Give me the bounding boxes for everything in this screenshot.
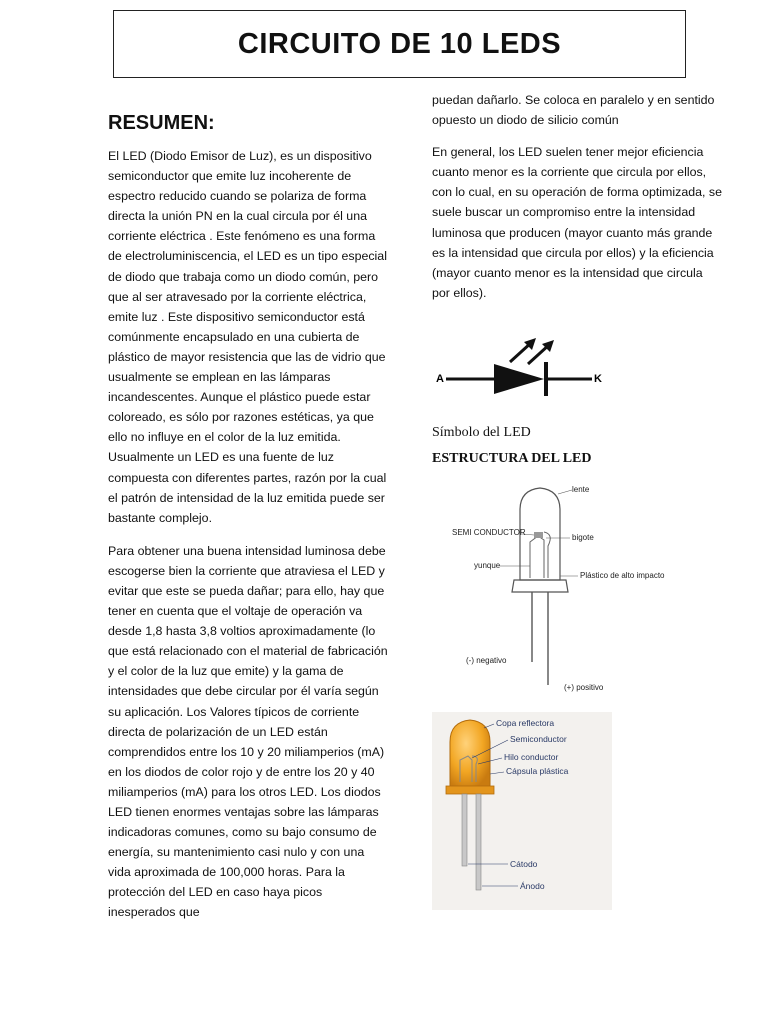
section-heading-resumen: RESUMEN: bbox=[108, 112, 215, 134]
label-positivo: (+) positivo bbox=[564, 683, 604, 692]
page-title: CIRCUITO DE 10 LEDS bbox=[237, 27, 562, 60]
anode-label: A bbox=[436, 373, 444, 385]
right-column bbox=[432, 90, 722, 315]
label-semiconductor-2: Semiconductor bbox=[510, 734, 567, 744]
label-bigote: bigote bbox=[572, 533, 594, 542]
left-column bbox=[108, 146, 390, 936]
title-box bbox=[113, 10, 686, 78]
cathode-label: K bbox=[594, 373, 602, 385]
symbol-caption: Símbolo del LED bbox=[432, 425, 531, 440]
paragraph-intensity: Para obtener una buena intensidad luminosa debe escogerse bien la corriente que atraviesa el LED y evitar que este se pueda dañar; para ello, hay que tener en cuenta que el voltaje de operación va desde 1,8 hasta 3,8 voltios aproximadamente (lo que está relacionado con el material de fabricación y el color de la luz que emite) y la gama de intensidades que debe circular por él varía según su aplicación. Los Valores típicos de corriente directa de polarización de un LED están comprendidos entre los 10 y 20 miliamperios (mA) en los diodos de color rojo y de entre los 20 y 40 miliamperios (mA) para los otros LED. Los diodos LED tienen enormes ventajas sobre las lámparas indicadoras comunes, como su bajo consumo de energía, su mantenimiento casi nulo y con una vida aproximada de 100,000 horas. Para la protección del LED en caso haya picos inesperados que bbox=[108, 543, 388, 920]
label-copa: Copa reflectora bbox=[496, 718, 555, 728]
label-negativo: (-) negativo bbox=[466, 656, 507, 665]
label-lente: lente bbox=[572, 485, 590, 494]
structure-heading: ESTRUCTURA DEL LED bbox=[432, 451, 592, 466]
paragraph-efficiency: En general, los LED suelen tener mejor eficiencia cuanto menor es la corriente que circula por ellos, con lo cual, en su operación de forma optimizada, se suele buscar un compromiso entre la intensidad luminosa que producen (mayor cuanto más grande es la intensidad que circula por ellos) y la eficiencia (mayor cuanto menor es la intensidad que circula por ellos). bbox=[432, 145, 722, 300]
label-hilo: Hilo conductor bbox=[504, 752, 559, 762]
paragraph-protection: puedan dañarlo. Se coloca en paralelo y en sentido opuesto un diodo de silicio común bbox=[432, 93, 715, 128]
led-structure-diagram bbox=[448, 480, 665, 695]
label-anodo: Ánodo bbox=[520, 881, 545, 891]
label-semiconductor: SEMI CONDUCTOR bbox=[452, 528, 526, 537]
paragraph-led-definition: El LED (Diodo Emisor de Luz), es un dispositivo semiconductor que emite luz incoherente de espectro reducido cuando se polariza de forma directa la unión PN en la cual circula por él una corriente eléctrica . Este fenómeno es una forma de electroluminiscencia, el LED es un tipo especial de diodo que trabaja como un diodo común, pero que al ser atravesado por la corriente eléctrica, emite luz . Este dispositivo semiconductor está comúnmente encapsulado en una cubierta de plástico de mayor resistencia que las de vidrio que usualmente se emplean en las lámparas incandescentes. Aunque el plástico puede estar coloreado, es sólo por razones estéticas, ya que ello no influye en el color de la luz emitida. Usualmente un LED es una fuente de luz compuesta con diferentes partes, razón por la cual el patrón de intensidad de la luz emitida puede ser bastante complejo. bbox=[108, 149, 387, 525]
led-parts-diagram bbox=[432, 712, 612, 910]
label-yunque: yunque bbox=[474, 561, 501, 570]
label-catodo: Cátodo bbox=[510, 859, 538, 869]
label-capsula: Cápsula plástica bbox=[506, 766, 569, 776]
label-plastico: Plástico de alto impacto bbox=[580, 571, 665, 580]
led-symbol-diagram bbox=[432, 336, 612, 416]
